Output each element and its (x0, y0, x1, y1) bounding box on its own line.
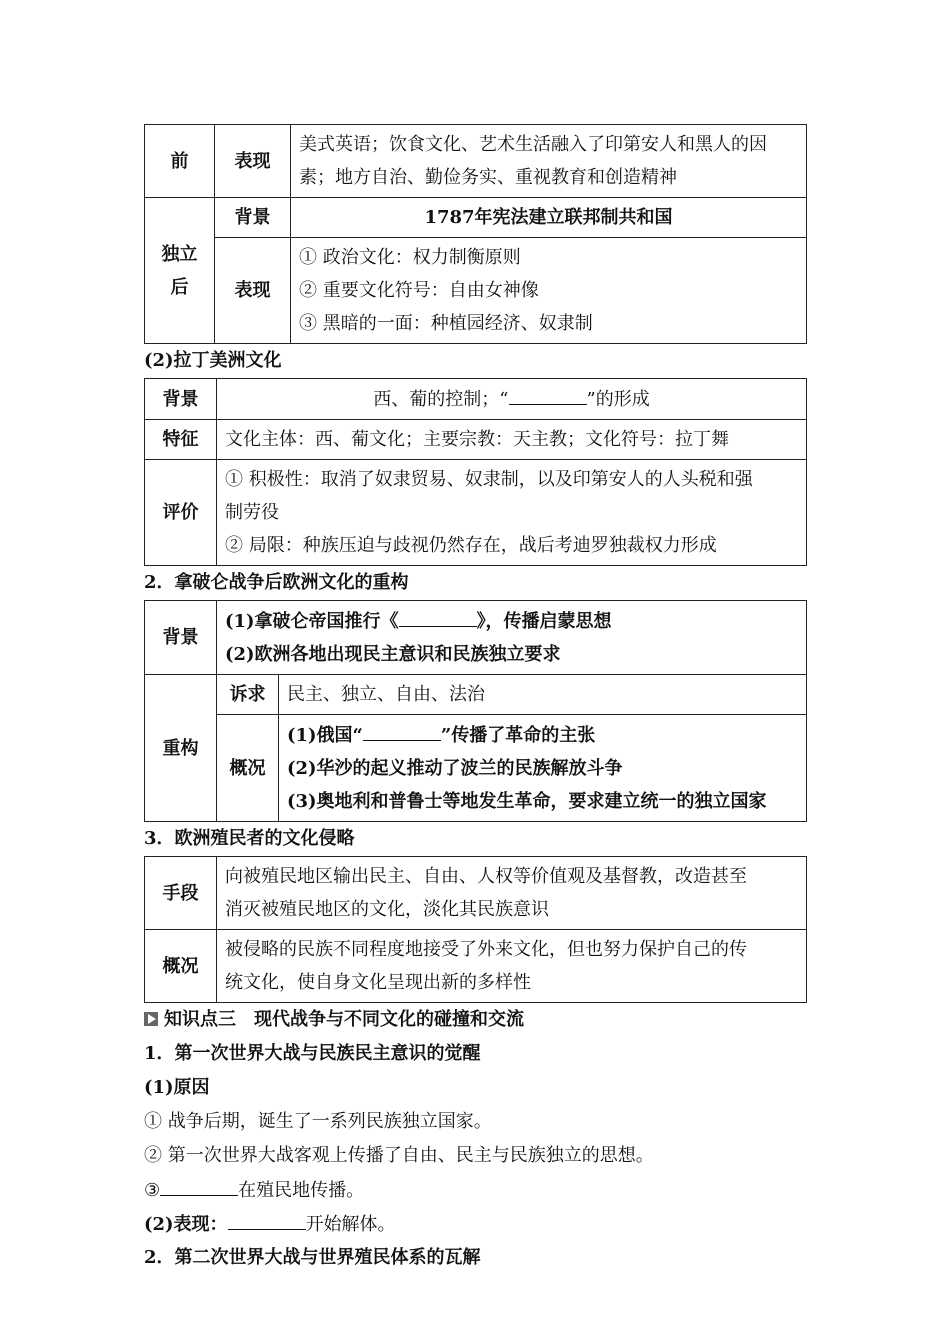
heading-napoleon: 2．拿破仑战争后欧洲文化的重构 (144, 572, 409, 593)
cause-item: ② 第一次世界大战客观上传播了自由、民主与民族独立的思想。 (144, 1145, 654, 1166)
table-row (145, 715, 807, 822)
row-label: 手段 (145, 857, 217, 930)
heading-ww1: 1．第一次世界大战与民族民主意识的觉醒 (144, 1043, 481, 1064)
table-row (145, 238, 807, 344)
content-line: (2)欧洲各地出现民主意识和民族独立要求 (225, 644, 561, 665)
content-line: ① 积极性：取消了奴隶贸易、奴隶制，以及印第安人的人头税和强 (225, 469, 753, 490)
table-row (145, 198, 807, 238)
table-row (145, 125, 807, 198)
content-line: 统文化，使自身文化呈现出新的多样性 (225, 972, 531, 993)
row-content: 1787年宪法建立联邦制共和国 (291, 198, 807, 238)
row-content (217, 601, 807, 675)
page-content (144, 124, 807, 1275)
table-row (145, 420, 807, 460)
list-item: ③ 黑暗的一面：种植园经济、奴隶制 (299, 313, 593, 334)
performance-line: (2)表现： 开始解体。 (144, 1207, 807, 1241)
napoleon-table (144, 600, 807, 822)
table-row (145, 675, 807, 715)
latin-culture-table (144, 378, 807, 566)
row-content (217, 930, 807, 1003)
section-latin-america: (2)拉丁美洲文化 (144, 350, 282, 371)
row-content (217, 460, 807, 566)
row-content (291, 238, 807, 344)
row-content: 民主、独立、自由、法治 (279, 675, 807, 715)
content-line: (2)华沙的起义推动了波兰的民族解放斗争 (287, 758, 623, 779)
content-line: 素；地方自治、勤俭务实、重视教育和创造精神 (299, 167, 677, 188)
row-content (291, 125, 807, 198)
content-line: (1)拿破仑帝国推行《 》，传播启蒙思想 (225, 604, 798, 638)
content-line: (1)俄国“ ”传播了革命的主张 (287, 718, 798, 752)
content-line: 制劳役 (225, 502, 279, 523)
content-line: 美式英语；饮食文化、艺术生活融入了印第安人和黑人的因 (299, 134, 767, 155)
content-line: 向被殖民地区输出民主、自由、人权等价值观及基督教，改造甚至 (225, 866, 747, 887)
row-label: 背景 (145, 379, 217, 420)
row-label: 概况 (145, 930, 217, 1003)
list-item: ① 政治文化：权力制衡原则 (299, 247, 521, 268)
fill-blank[interactable] (228, 1207, 306, 1230)
row-sublabel: 诉求 (217, 675, 279, 715)
row-sublabel: 背景 (215, 198, 291, 238)
heading-colonial: 3．欧洲殖民者的文化侵略 (144, 828, 355, 849)
table-row (145, 930, 807, 1003)
row-content: 文化主体：西、葡文化；主要宗教：天主教；文化符号：拉丁舞 (217, 420, 807, 460)
cause-item: ③ 在殖民地传播。 (144, 1173, 807, 1207)
knowledge-point-heading: 知识点三 现代战争与不同文化的碰撞和交流 (144, 1003, 807, 1037)
content-line: (3)奥地利和普鲁士等地发生革命，要求建立统一的独立国家 (287, 791, 767, 812)
play-triangle-icon (144, 1012, 158, 1026)
fill-blank[interactable] (509, 382, 587, 405)
row-content (217, 857, 807, 930)
row-sublabel: 表现 (215, 125, 291, 198)
table-row (145, 857, 807, 930)
fill-blank[interactable] (160, 1173, 238, 1196)
table-row (145, 460, 807, 566)
row-sublabel: 概况 (217, 715, 279, 822)
row-label: 评价 (145, 460, 217, 566)
row-content (279, 715, 807, 822)
row-sublabel: 表现 (215, 238, 291, 344)
table-row (145, 601, 807, 675)
cause-item: ① 战争后期，诞生了一系列民族独立国家。 (144, 1111, 492, 1132)
list-item: ② 重要文化符号：自由女神像 (299, 280, 539, 301)
heading-ww2: 2．第二次世界大战与世界殖民体系的瓦解 (144, 1247, 481, 1268)
row-label: 独立 后 (145, 198, 215, 344)
fill-blank[interactable] (399, 604, 477, 627)
table-row (145, 379, 807, 420)
us-culture-table (144, 124, 807, 344)
colonial-table (144, 856, 807, 1003)
content-line: 消灭被殖民地区的文化，淡化其民族意识 (225, 899, 549, 920)
row-label: 特征 (145, 420, 217, 460)
row-content: 西、葡的控制；“ ”的形成 (217, 379, 807, 420)
content-line: 被侵略的民族不同程度地接受了外来文化，但也努力保护自己的传 (225, 939, 747, 960)
row-label: 重构 (145, 675, 217, 822)
content-line: ② 局限：种族压迫与歧视仍然存在，战后考迪罗独裁权力形成 (225, 535, 717, 556)
cause-heading: (1)原因 (144, 1077, 210, 1098)
row-label: 前 (145, 125, 215, 198)
row-label: 背景 (145, 601, 217, 675)
fill-blank[interactable] (363, 718, 441, 741)
